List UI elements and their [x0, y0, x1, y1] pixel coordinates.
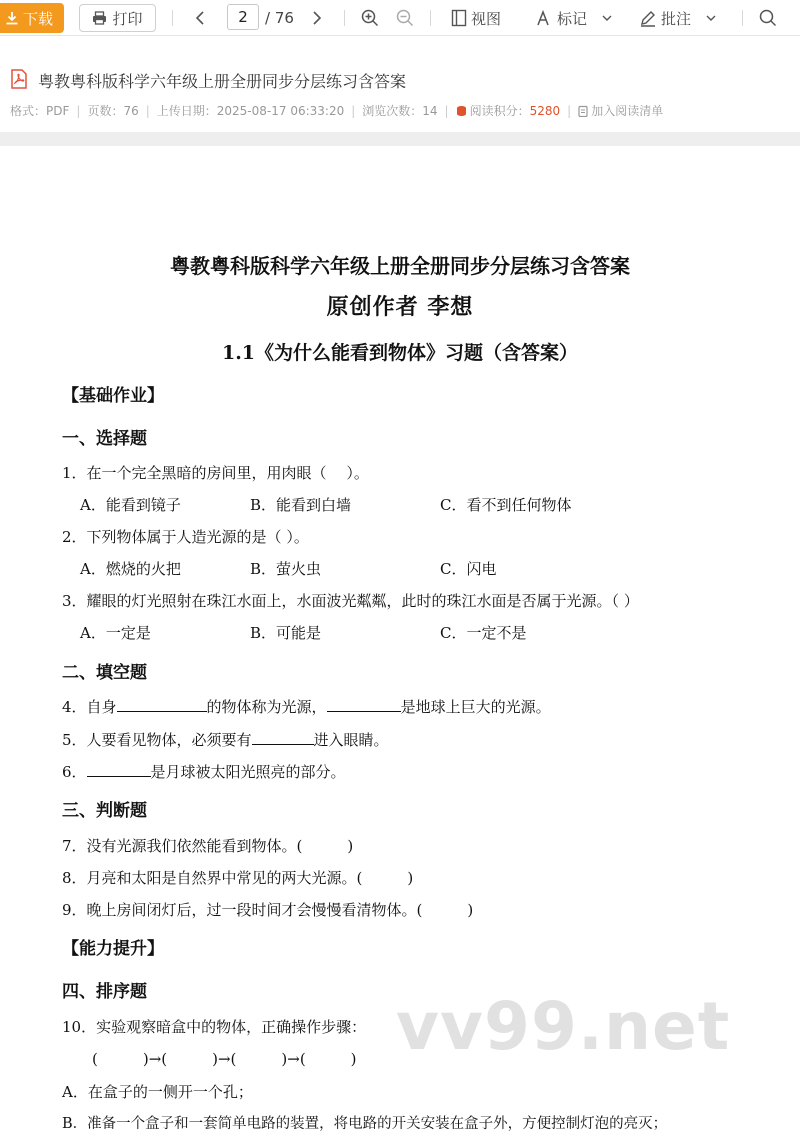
question-6-post: 是月球被太阳光照亮的部分。: [150, 763, 346, 781]
fill-blank: [87, 762, 151, 777]
option-1a: A．能看到镜子: [80, 496, 181, 514]
question-6-pre: 6．: [62, 763, 87, 781]
option-2c: C．闪电: [440, 560, 497, 578]
printer-icon: [92, 11, 107, 25]
document-title: 粤教粤科版科学六年级上册全册同步分层练习含答案: [38, 72, 407, 91]
fill-blank: [327, 697, 401, 712]
page-title: 粤教粤科版科学六年级上册全册同步分层练习含答案: [170, 254, 630, 278]
question-3: 3．耀眼的灯光照射在珠江水面上，水面波光粼粼，此时的珠江水面是否属于光源。（ ）: [62, 592, 639, 610]
question-8: 8．月亮和太阳是自然界中常见的两大光源。( ): [62, 869, 414, 887]
question-5: [62, 729, 389, 750]
pen-icon: [639, 9, 657, 27]
meta-separator: |: [567, 103, 572, 118]
document-info: [0, 36, 800, 144]
mark-button[interactable]: [535, 4, 613, 32]
search-button[interactable]: [759, 4, 777, 32]
chevron-left-icon: [194, 10, 206, 26]
page-total: / 76: [265, 9, 294, 27]
question-1: 1．在一个完全黑暗的房间里，用肉眼（ ）。: [62, 464, 369, 482]
question-4-mid: 的物体称为光源，: [206, 698, 327, 716]
coins-icon: [456, 105, 467, 117]
toolbar-divider: [172, 10, 173, 26]
print-label: 打印: [112, 9, 143, 28]
annotate-label: 批注: [661, 9, 692, 28]
page-gap: [0, 132, 800, 146]
highlighter-icon: [535, 9, 553, 27]
fill-blank: [117, 697, 207, 712]
question-10-step-a: A．在盒子的一侧开一个孔；: [62, 1083, 253, 1101]
lesson-title: 1.1《为什么能看到物体》习题（含答案）: [221, 342, 579, 364]
zoom-out-button[interactable]: [396, 4, 414, 32]
toolbar-divider: [344, 10, 345, 26]
question-6: [62, 761, 346, 782]
meta-upload-date: 上传日期：2025-08-17 06:33:20: [156, 104, 345, 118]
search-icon: [759, 9, 777, 27]
chevron-right-icon: [311, 10, 323, 26]
question-5-post: 进入眼睛。: [313, 731, 389, 749]
section-choice: 一、选择题: [62, 429, 147, 449]
chevron-down-icon: [601, 13, 613, 23]
author-line: 原创作者 李想: [326, 294, 474, 320]
question-4-pre: 4．自身: [62, 698, 117, 716]
annotate-button[interactable]: [639, 4, 717, 32]
clipboard-icon: [578, 105, 588, 117]
meta-separator: |: [76, 103, 81, 118]
mark-label: 标记: [557, 9, 588, 28]
meta-separator: |: [444, 103, 449, 118]
add-reading-list-label: 加入阅读清单: [591, 104, 664, 118]
option-1b: B．能看到白墙: [250, 496, 352, 514]
prev-page-button[interactable]: [194, 4, 206, 32]
question-2: 2．下列物体属于人造光源的是（ ）。: [62, 528, 309, 546]
next-page-button[interactable]: [311, 4, 323, 32]
question-10-sequence: ( )→( )→( )→( ): [92, 1050, 357, 1068]
page-number-input[interactable]: 2: [227, 4, 259, 30]
question-4: [62, 696, 551, 717]
option-3a: A．一定是: [80, 624, 151, 642]
print-button[interactable]: [79, 4, 156, 32]
document-meta: [10, 102, 663, 119]
option-3c: C．一定不是: [440, 624, 527, 642]
meta-format: 格式：PDF: [10, 104, 70, 118]
option-1c: C．看不到任何物体: [440, 496, 572, 514]
question-7: 7．没有光源我们依然能看到物体。( ): [62, 837, 354, 855]
meta-score-label: 阅读积分：: [469, 104, 530, 118]
fill-blank: [252, 730, 314, 745]
toolbar-divider: [430, 10, 431, 26]
chevron-down-icon: [705, 13, 717, 23]
meta-separator: |: [351, 103, 356, 118]
meta-separator: |: [145, 103, 150, 118]
meta-pages: 页数：76: [87, 104, 139, 118]
pdf-icon: [10, 69, 28, 89]
zoom-in-button[interactable]: [361, 4, 379, 32]
view-icon: [451, 9, 467, 27]
zoom-out-icon: [396, 9, 414, 27]
watermark: vv99.net: [396, 988, 731, 1065]
download-label: 下载: [22, 9, 53, 28]
section-ability: 【能力提升】: [62, 939, 164, 959]
section-judge: 三、判断题: [62, 801, 147, 821]
section-order: 四、排序题: [62, 982, 147, 1002]
view-button[interactable]: [451, 4, 501, 32]
download-button[interactable]: [0, 3, 64, 33]
question-4-post: 是地球上巨大的光源。: [400, 698, 551, 716]
meta-score-value: 5280: [529, 103, 561, 118]
option-3b: B．可能是: [250, 624, 322, 642]
question-10-step-b: B．准备一个盒子和一套简单电路的装置，将电路的开关安装在盒子外，方便控制灯泡的亮灭；: [62, 1116, 668, 1132]
zoom-in-icon: [361, 9, 379, 27]
section-fill: 二、填空题: [62, 663, 147, 683]
question-10: 10．实验观察暗盒中的物体，正确操作步骤：: [62, 1018, 367, 1036]
toolbar: [0, 0, 800, 36]
view-label: 视图: [471, 9, 502, 28]
add-reading-list-button[interactable]: [578, 102, 663, 119]
toolbar-divider: [742, 10, 743, 26]
option-2a: A．燃烧的火把: [80, 560, 181, 578]
option-2b: B．萤火虫: [250, 560, 322, 578]
question-5-pre: 5．人要看见物体，必须要有: [62, 731, 252, 749]
meta-views: 浏览次数：14: [362, 104, 438, 118]
download-icon: [5, 11, 19, 25]
section-basic: 【基础作业】: [62, 386, 164, 406]
question-9: 9．晚上房间闭灯后，过一段时间才会慢慢看清物体。( ): [62, 901, 474, 919]
